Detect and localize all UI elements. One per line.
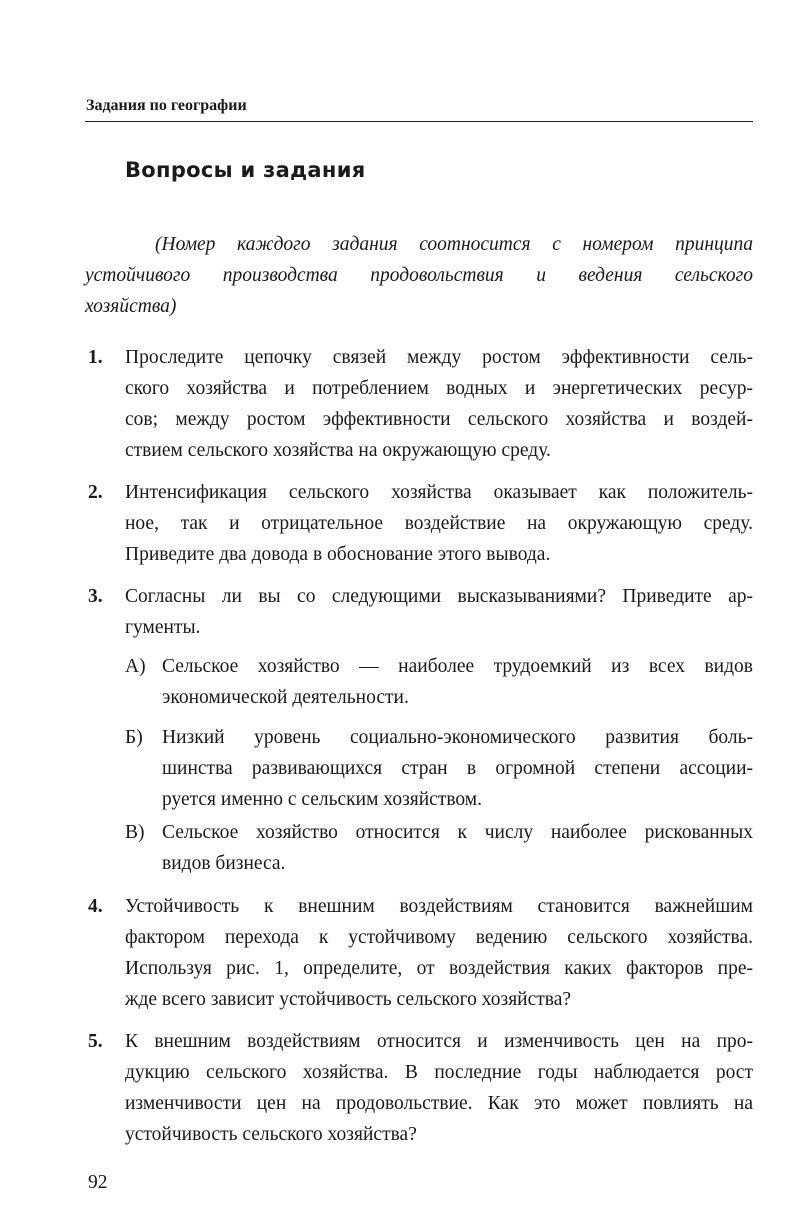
item-number: 4. xyxy=(88,896,103,917)
text-line: изменчивости цен на продовольствие. Как это может повлиять на xyxy=(125,1093,753,1114)
text-line: жде всего зависит устойчивость сельского хозяйства? xyxy=(125,989,572,1010)
text-line: шинства развивающихся стран в огромной степени ассоции- xyxy=(162,758,753,779)
text-line: ского хозяйства и потреблением водных и энергетических ресур- xyxy=(125,378,753,399)
text-line: Согласны ли вы со следующими высказываниями? Приведите ар- xyxy=(125,586,753,607)
text-line: видов бизнеса. xyxy=(162,853,286,874)
text-line: ствием сельского хозяйства на окружающую среду. xyxy=(125,440,551,461)
item-number: 5. xyxy=(88,1031,103,1052)
text-line: дукцию сельского хозяйства. В последние годы наблюдается рост xyxy=(125,1062,753,1083)
intro-note xyxy=(85,229,753,322)
text-line: устойчивость сельского хозяйства? xyxy=(125,1124,417,1145)
text-line: Низкий уровень социально-экономического развития боль- xyxy=(162,727,753,748)
task-1 xyxy=(125,342,753,466)
page-number: 92 xyxy=(88,1172,108,1193)
text-line: руется именно с сельским хозяйством. xyxy=(162,789,483,810)
text-line: Используя рис. 1, определите, от воздействия каких факторов пре- xyxy=(125,958,753,979)
item-number: 3. xyxy=(88,586,103,607)
subitem-label: А) xyxy=(125,656,146,677)
header-rule xyxy=(85,121,753,122)
text-line: экономической деятельности. xyxy=(162,687,409,708)
text-line: Приведите два довода в обоснование этого вывода. xyxy=(125,544,551,565)
text-line: Сельское хозяйство — наиболее трудоемкий из всех видов xyxy=(162,656,753,677)
item-number: 2. xyxy=(88,482,103,503)
text-line: Сельское хозяйство относится к числу наиболее рискованных xyxy=(162,822,753,843)
section-title: Вопросы и задания xyxy=(125,158,366,182)
subitem-label: В) xyxy=(125,822,145,843)
task-3-v xyxy=(162,817,753,879)
item-number: 1. xyxy=(88,347,103,368)
text-line: ное, так и отрицательное воздействие на окружающую среду. xyxy=(125,513,753,534)
text-line: Проследите цепочку связей между ростом эффективности сель- xyxy=(125,347,753,368)
text-line: фактором перехода к устойчивому ведению сельского хозяйства. xyxy=(125,927,753,948)
task-3 xyxy=(125,581,753,643)
text-line: устойчивого производства продовольствия и ведения сельского xyxy=(85,265,753,286)
text-line: К внешним воздействиям относится и изменчивость цен на про- xyxy=(125,1031,753,1052)
task-3-a xyxy=(162,651,753,713)
task-2 xyxy=(125,477,753,570)
text-line: хозяйства) xyxy=(85,296,177,317)
subitem-label: Б) xyxy=(125,727,143,748)
running-head: Задания по географии xyxy=(86,97,247,114)
task-4 xyxy=(125,891,753,1015)
task-3-b xyxy=(162,722,753,815)
task-5 xyxy=(125,1026,753,1150)
text-line: Интенсификация сельского хозяйства оказывает как положитель- xyxy=(125,482,753,503)
text-line: сов; между ростом эффективности сельского хозяйства и воздей- xyxy=(125,409,753,430)
text-line: Устойчивость к внешним воздействиям становится важнейшим xyxy=(125,896,753,917)
text-line: (Номер каждого задания соотносится с номером принципа xyxy=(155,234,753,255)
text-line: гументы. xyxy=(125,617,201,638)
